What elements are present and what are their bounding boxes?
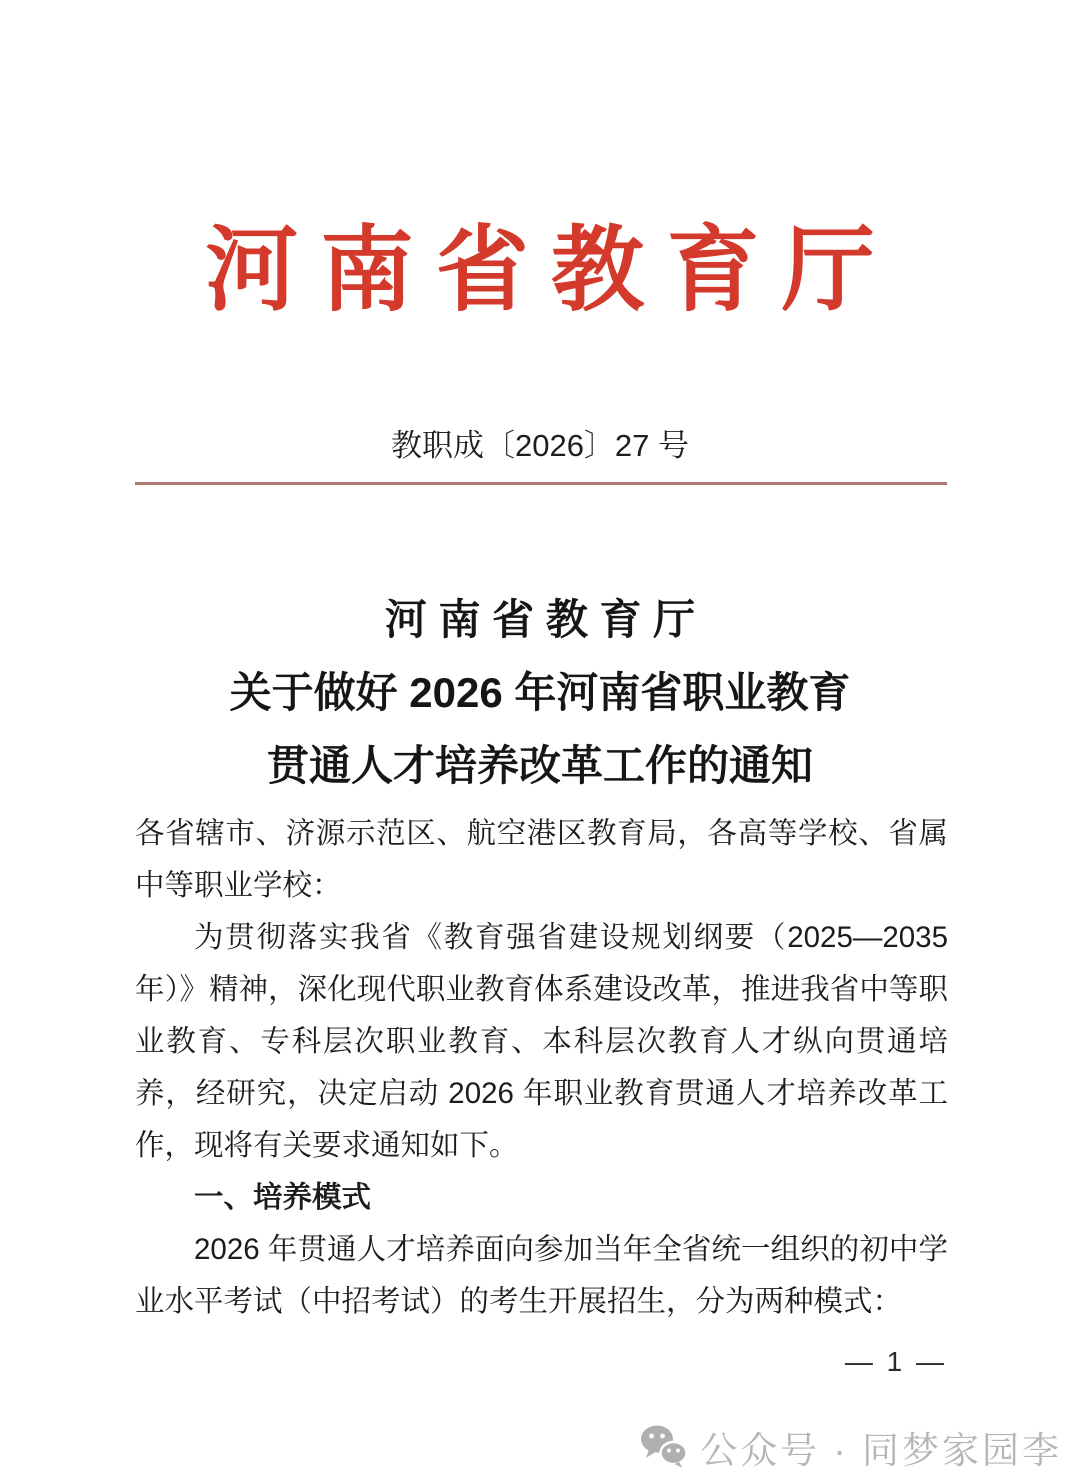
wechat-icon <box>640 1425 688 1469</box>
watermark <box>640 1420 1062 1474</box>
agency-header-title: 河南省教育厅 <box>205 218 898 322</box>
document-title-line-1: 河 南 省 教 育 厅 <box>384 596 696 643</box>
intro-paragraph: 为贯彻落实我省《教育强省建设规划纲要（2025—2035 年）》精神，深化现代职业教育体系建设改革，推进我省中等职业教育、专科层次职业教育、本科层次教育人才纵向贯通培养，经研究，决定启动 2026 年职业教育贯通人才培养改革工作，现将有关要求通知如下。 <box>135 921 948 1162</box>
red-divider-line <box>135 482 947 485</box>
section-heading-1: 一、培养模式 <box>194 1181 372 1214</box>
document-title-line-2: 关于做好 2026 年河南省职业教育 <box>229 669 851 716</box>
watermark-label: 公众号 · 同梦家园李 <box>700 1430 1062 1471</box>
document-title-line-3: 贯通人才培养改革工作的通知 <box>266 742 813 789</box>
page-number: — 1 — <box>844 1346 947 1377</box>
document-number: 教职成〔2026〕27 号 <box>390 428 690 463</box>
document-body <box>135 808 948 1328</box>
training-mode-paragraph: 2026 年贯通人才培养面向参加当年全省统一组织的初中学业水平考试（中招考试）的考生开展招生，分为两种模式： <box>135 1233 948 1318</box>
salutation-paragraph: 各省辖市、济源示范区、航空港区教育局，各高等学校、省属中等职业学校： <box>135 817 948 902</box>
document-title <box>0 583 1080 802</box>
